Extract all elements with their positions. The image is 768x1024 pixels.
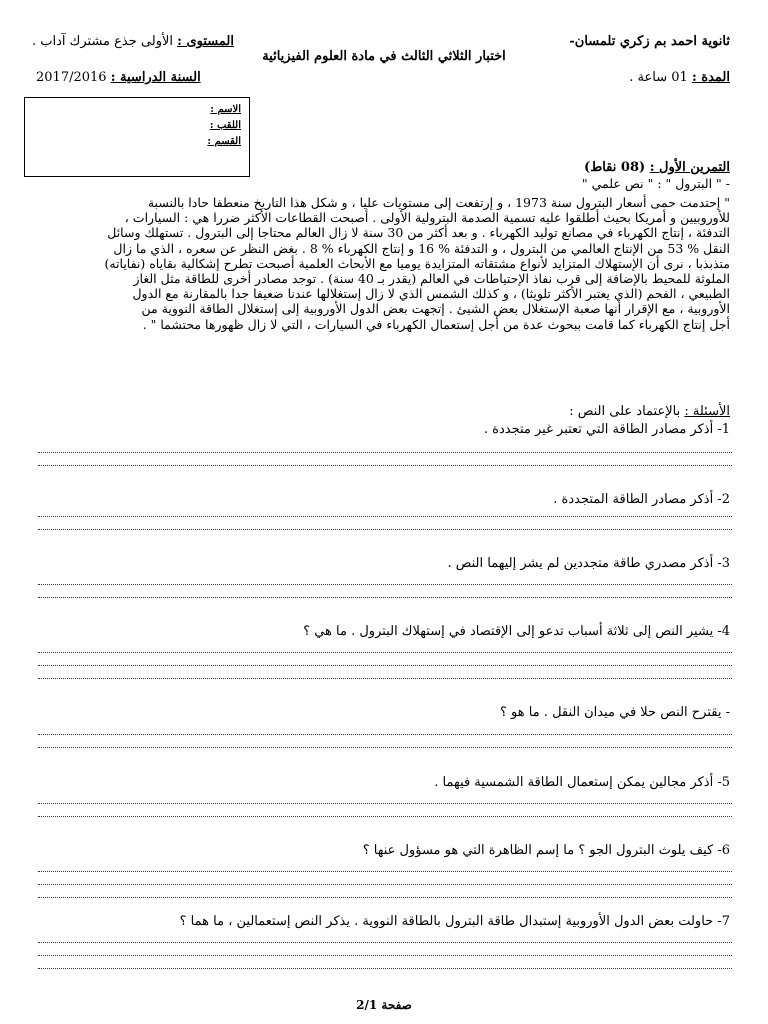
question-3: 3- أذكر مصدري طاقة متجددين لم يشر إليهما النص .	[447, 556, 730, 571]
level-line	[32, 34, 234, 49]
text-line: الطبيعي ، الفحم (الذي يعتبر الأكثر تلويثا) ، و كذلك الشمس الذي لا زال إستغلالها عندنا ضعيفا جدا بالمقارنة مع الدول	[132, 286, 730, 302]
question-4: 4- يشير النص إلى ثلاثة أسباب تدعو إلى الإقتصاد في إستهلاك البترول . ما هي ؟	[303, 624, 730, 639]
text-line: التدفئة ، إنتاج الكهرباء في مصانع توليد الكهرباء . و بعد أكثر من 30 سنة لا زال العالم محتاجا إلى البترول . تستهلك وسائل	[107, 225, 730, 241]
text-line: الملوثة للمحيط بالإضافة إلى قرب نفاذ الإحتياطات في العالم (يقدر بـ 40 سنة) . توجد مصادر أخرى للطاقة مثل الغاز	[133, 271, 730, 287]
answer-line[interactable]	[38, 871, 732, 872]
answer-line[interactable]	[38, 652, 732, 653]
answer-line[interactable]	[38, 968, 732, 969]
question-2: 2- أذكر مصادر الطاقة المتجددة .	[553, 492, 730, 507]
answer-line[interactable]	[38, 516, 732, 517]
text-subtitle: - " البترول " : " نص علمي "	[581, 176, 730, 191]
name-field-label: الاسم :	[210, 104, 241, 115]
answer-line[interactable]	[38, 452, 732, 453]
page-number: صفحة 2/1	[356, 998, 412, 1012]
text-line: للأوروبيين و أمريكا بحيث أطلقوا عليه تسمية الصدمة البترولية الأولى . أصبحت القطاعات الأكثر ضررا هي : السيارات ،	[124, 210, 730, 226]
question-6: 6- كيف يلوث البترول الجو ؟ ما إسم الظاهرة التي هو مسؤول عنها ؟	[362, 843, 730, 858]
answer-line[interactable]	[38, 816, 732, 817]
year-label: السنة الدراسية :	[110, 70, 201, 85]
answer-line[interactable]	[38, 747, 732, 748]
answer-line[interactable]	[38, 465, 732, 466]
answer-line[interactable]	[38, 955, 732, 956]
exercise-title-label: التمرين الأول :	[649, 160, 730, 175]
answer-line[interactable]	[38, 678, 732, 679]
level-value: الأولى جذع مشترك آداب .	[32, 34, 178, 49]
text-line: أجل إنتاج الكهرباء كما قامت ببحوث عدة من أجل إستعمال الكهرباء في السيارات ، التي لا زال ظهورها محتشما " .	[142, 316, 730, 332]
answer-line[interactable]	[38, 597, 732, 598]
question-4-sub: - يقترح النص حلا في ميدان النقل . ما هو ؟	[500, 705, 730, 720]
answer-line[interactable]	[38, 529, 732, 530]
year-line	[36, 70, 201, 85]
exam-title: اختبار الثلاثي الثالث في مادة العلوم الفيزيائية	[262, 49, 506, 64]
student-info-box	[24, 97, 250, 177]
duration-value: 01 ساعة .	[629, 70, 692, 85]
section-field-label: القسم :	[207, 136, 241, 147]
question-5: 5- أذكر مجالين يمكن إستعمال الطاقة الشمسية فيهما .	[434, 775, 730, 790]
duration-label: المدة :	[691, 70, 730, 85]
answer-line[interactable]	[38, 665, 732, 666]
question-7: 7- حاولت بعض الدول الأوروبية إستبدال طاقة البترول بالطاقة النووية . يذكر النص إستعمالين ، ما هما ؟	[179, 914, 730, 929]
surname-field-label: اللقب :	[209, 120, 241, 131]
text-line: الأوروبية ، مع الإقرار أنها صعبة الإستغلال بعض الشيئ . إتجهت بعض الدول الأوروبية إلى إستغلال الطاقة النووية من	[141, 301, 730, 317]
answer-line[interactable]	[38, 884, 732, 885]
year-value: 2017/2016	[36, 70, 111, 85]
questions-label: الأسئلة :	[684, 404, 730, 419]
duration-line	[629, 70, 730, 85]
text-line: " إحتدمت حمى أسعار البترول سنة 1973 ، و إرتفعت إلى مستويات عليا ، و شكل هذا التاريخ منعطفا حادا بالنسبة	[147, 195, 730, 210]
exercise-title	[584, 160, 730, 175]
scientific-text	[30, 195, 730, 332]
text-line: متذبذبا ، نرى أن الإستهلاك المتزايد لأنواع مشتقاته المتزايدة يوميا مع الأبحاث العلمية أصبحت تطرح إشكالية بقاياه (نفاياته)	[104, 255, 730, 271]
exercise-points: (08 نقاط)	[584, 160, 650, 175]
answer-line[interactable]	[38, 584, 732, 585]
answer-line[interactable]	[38, 897, 732, 898]
answer-line[interactable]	[38, 942, 732, 943]
question-1: 1- أذكر مصادر الطاقة التي تعتبر غير متجددة .	[483, 422, 730, 437]
text-line: النقل % 53 من الإنتاج العالمي من البترول ، و التدفئة % 16 و إنتاج الكهرباء % 8 . بغض النظر عن سعره ، الذي ما زال	[113, 240, 730, 256]
school-name: ثانوية احمد بم زكري تلمسان-	[569, 34, 730, 49]
level-label: المستوى :	[177, 34, 234, 49]
answer-line[interactable]	[38, 734, 732, 735]
questions-intro-text: بالإعتماد على النص :	[569, 404, 685, 419]
answer-line[interactable]	[38, 803, 732, 804]
questions-intro	[569, 404, 730, 419]
